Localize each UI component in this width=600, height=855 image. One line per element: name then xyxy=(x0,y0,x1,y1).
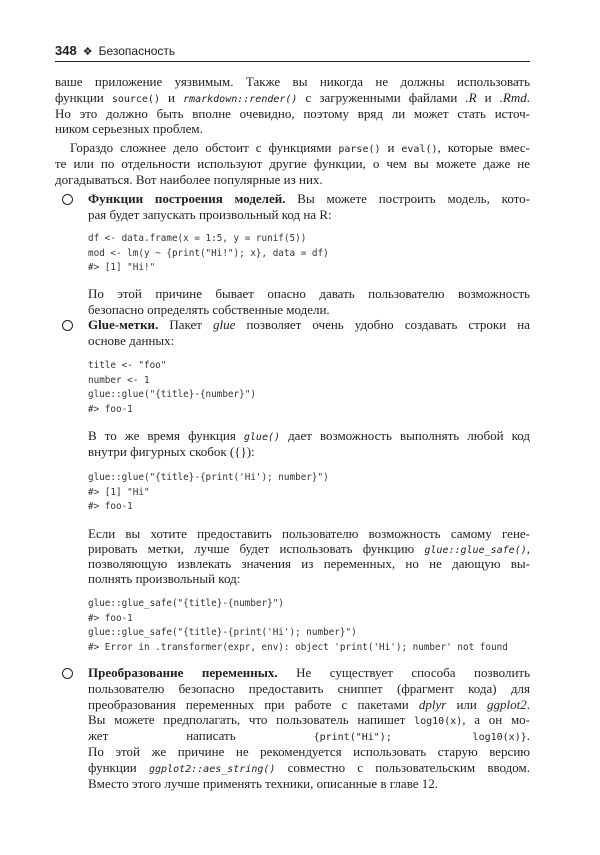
text: . xyxy=(526,728,530,744)
bullet-item xyxy=(88,665,530,791)
text: совместно с пользовательским вводом. xyxy=(275,759,530,775)
code-line: #> [1] "Hi!" xyxy=(88,262,156,274)
code-line: title <- "foo" xyxy=(88,360,167,371)
italic-term: .Rmd xyxy=(499,89,527,105)
inline-code-italic: rmarkdown::render() xyxy=(183,93,298,105)
text: догадываться. Вот наиболее популярные из них. xyxy=(55,171,323,187)
code-block xyxy=(88,359,256,417)
text: внутри фигурных скобок ({}): xyxy=(88,443,255,459)
text: , xyxy=(526,541,530,556)
text-line xyxy=(88,776,530,792)
text: Вместо этого лучше применять техники, описанные в главе 12. xyxy=(88,775,439,791)
text: и xyxy=(159,89,184,105)
running-header xyxy=(55,43,530,62)
text: . xyxy=(526,89,530,105)
code-block xyxy=(88,597,508,655)
bold-term: Преобразование переменных. xyxy=(88,665,278,680)
text-line xyxy=(88,681,530,697)
bold-term: Функции построения моделей. xyxy=(88,191,286,206)
code-block xyxy=(88,232,329,276)
inline-code: log10(x) xyxy=(414,716,463,728)
text-line xyxy=(88,541,530,556)
text: По этой же причине не рекомендуется использовать старую версию xyxy=(88,743,530,759)
code-line: glue::glue("{title}-{number}") xyxy=(88,389,256,401)
text-line xyxy=(88,333,530,349)
text: пользователю безопасно предоставить сниппет (фрагмент кода) для xyxy=(88,680,530,696)
text: функции xyxy=(88,759,149,775)
text-line xyxy=(88,207,530,223)
paragraph xyxy=(88,526,530,586)
text: ваше приложение уязвимым. Также вы никогда не должны использовать xyxy=(55,74,530,89)
text-line xyxy=(55,140,530,156)
text-line xyxy=(55,106,530,122)
text: По этой причине бывает опасно давать пользователю возможность xyxy=(88,286,530,301)
bullet-item xyxy=(88,317,530,349)
text-line xyxy=(88,317,530,333)
text-line xyxy=(88,302,530,318)
text: и xyxy=(380,140,402,155)
paragraph xyxy=(55,140,530,187)
text: функции xyxy=(55,89,112,105)
paragraph xyxy=(88,428,530,460)
inline-code: parse() xyxy=(338,144,381,155)
text: . xyxy=(526,696,530,712)
text: с загруженными файлами xyxy=(297,89,466,105)
text-line xyxy=(88,286,530,302)
text: жет написать xyxy=(88,728,314,744)
bullet-item xyxy=(88,191,530,223)
bold-term: Glue-метки. xyxy=(88,317,159,332)
section-title: Безопасность xyxy=(98,44,176,58)
paragraph xyxy=(55,74,530,137)
text: В то же время функция xyxy=(88,428,244,443)
text: ником серьезных проблем. xyxy=(55,121,203,137)
inline-code-italic: glue::glue_safe() xyxy=(424,545,527,556)
code-line: df <- data.frame(x = 1:5, y = runif(5)) xyxy=(88,233,307,244)
italic-term: glue xyxy=(213,317,236,332)
text-line xyxy=(88,728,530,744)
text: Гораздо сложнее дело обстоит с функциями xyxy=(70,140,339,155)
text: Не существует способа позволить xyxy=(277,665,531,680)
text-line xyxy=(88,744,530,760)
inline-code-italic: ggplot2::aes_string() xyxy=(148,763,276,775)
text-line xyxy=(88,428,530,444)
text: Вы можете предполагать, что пользователь напишет xyxy=(88,712,415,728)
bullet-circle-icon xyxy=(62,668,73,679)
text-line xyxy=(55,156,530,172)
code-line: mod <- lm(y ~ {print("Hi!"); x}, data = df) xyxy=(88,247,329,259)
text-line xyxy=(88,526,530,541)
page-number: 348 xyxy=(55,43,77,58)
text: позволяет очень удобно создавать строки на xyxy=(235,317,530,332)
text: полнять произвольный код: xyxy=(88,571,241,586)
code-line: #> [1] "Hi" xyxy=(88,486,150,498)
bullet-circle-icon xyxy=(62,194,73,205)
text: основе данных: xyxy=(88,332,175,348)
code-line: glue::glue_safe("{title}-{number}") xyxy=(88,598,284,609)
text: Вы можете построить модель, кото- xyxy=(285,191,530,206)
code-block xyxy=(88,471,329,515)
text: , а он мо- xyxy=(462,712,530,728)
paragraph xyxy=(88,286,530,318)
text: и xyxy=(476,89,500,105)
code-line: number <- 1 xyxy=(88,374,150,386)
text-line xyxy=(88,712,530,728)
text-line xyxy=(88,556,530,571)
text-line xyxy=(55,121,530,137)
italic-term: .R xyxy=(465,89,477,105)
text: позволяющую извлекать значения из переменных, но не дающую вы- xyxy=(88,556,530,571)
text-line xyxy=(55,172,530,188)
bullet-circle-icon xyxy=(62,320,73,331)
four-diamond-icon: ❖ xyxy=(82,46,93,58)
text-line xyxy=(55,90,530,106)
text: или xyxy=(446,696,488,712)
code-line: glue::glue_safe("{title}-{print('Hi'); number}") xyxy=(88,627,357,639)
text: Но это должно быть вполне очевидно, поэтому вряд ли может стать источ- xyxy=(55,105,530,121)
code-line: #> foo-1 xyxy=(88,612,133,624)
text: дает возможность выполнять любой код xyxy=(280,428,530,443)
text-line xyxy=(88,571,530,586)
code-line: #> Error in .transformer(expr, env): object 'print('Hi'); number' not found xyxy=(88,641,508,653)
text-line xyxy=(88,760,530,776)
text-line xyxy=(55,74,530,90)
code-line: #> foo-1 xyxy=(88,403,133,415)
text: Пакет xyxy=(158,317,213,332)
text-line xyxy=(88,444,530,460)
inline-code: source() xyxy=(111,93,160,105)
inline-code: eval() xyxy=(401,144,438,155)
code-line: #> foo-1 xyxy=(88,501,133,513)
text-line xyxy=(88,665,530,681)
text: безопасно определять собственные модели. xyxy=(88,301,330,317)
italic-term: dplyr xyxy=(418,696,447,712)
text-line xyxy=(88,191,530,207)
text: Если вы хотите предоставить пользователю возможность самому гене- xyxy=(88,526,530,541)
inline-code: {print("Hi"); log10(x)} xyxy=(313,732,527,744)
text: преобразования переменных при работе с пакетами xyxy=(88,696,419,712)
text: рая будет запускать произвольный код на R: xyxy=(88,206,332,222)
text: те или по отдельности используют другие функции, о чем вы можете даже не xyxy=(55,155,530,171)
code-line: glue::glue("{title}-{print('Hi'); number}") xyxy=(88,472,329,483)
inline-code-italic: glue() xyxy=(243,432,281,443)
italic-term: ggplot2 xyxy=(487,696,527,712)
text: , которые вмес- xyxy=(437,140,530,155)
text-line xyxy=(88,697,530,713)
text: рировать метки, лучше будет использовать функцию xyxy=(88,541,425,556)
